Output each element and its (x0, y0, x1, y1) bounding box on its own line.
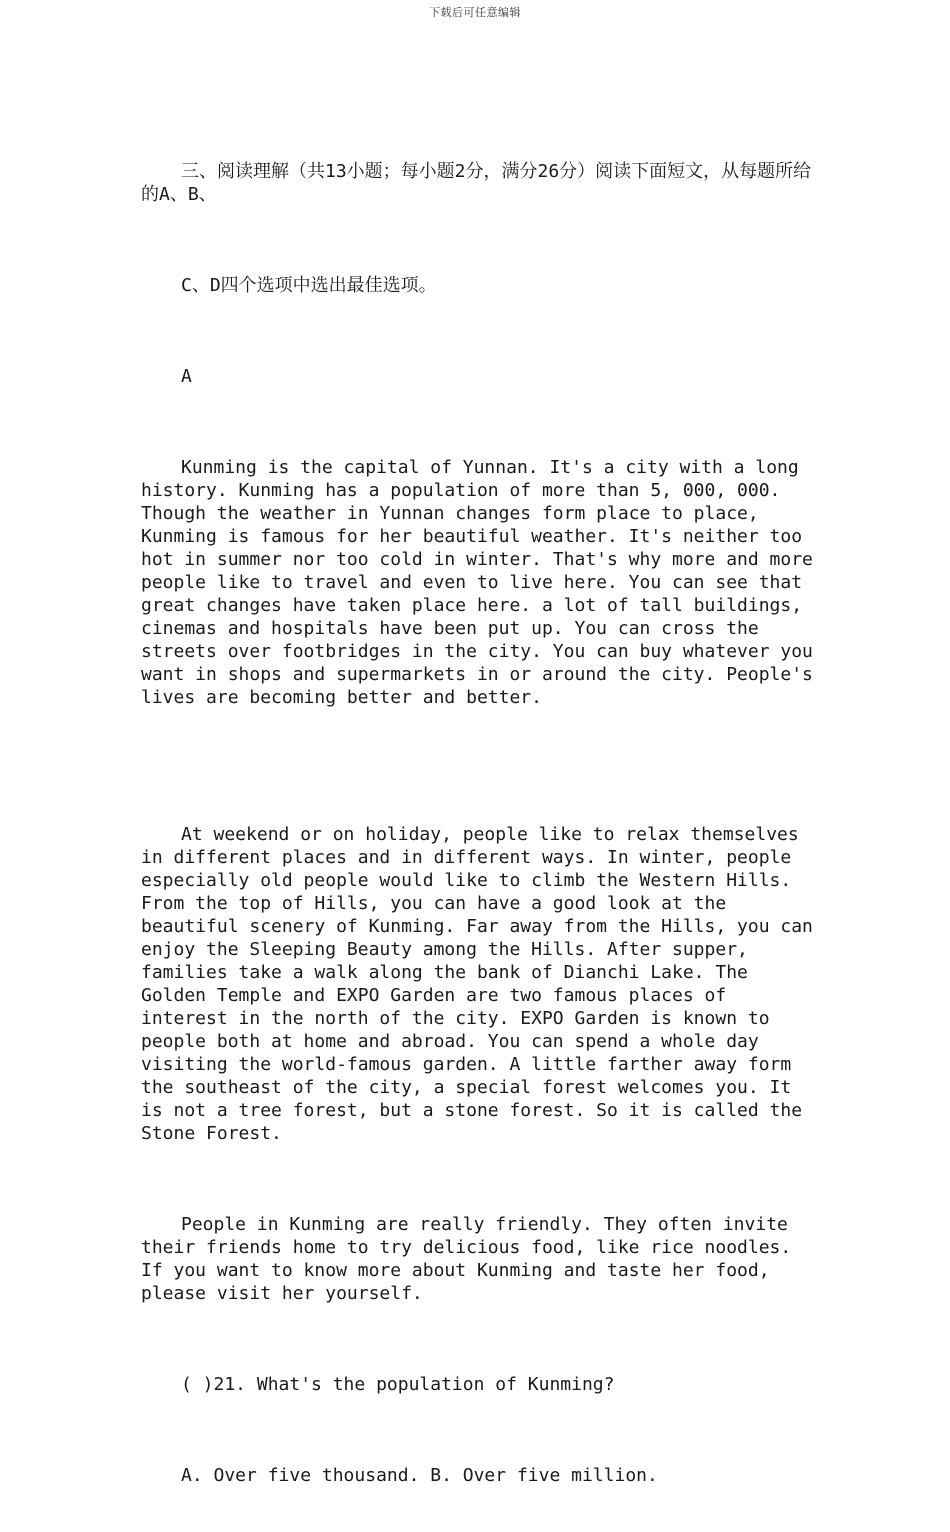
section-title-continued: C、D四个选项中选出最佳选项。 (181, 275, 437, 296)
question-21: ( )21. What's the population of Kunming? (181, 1374, 615, 1395)
document-body (141, 114, 824, 1532)
passage-label: A (181, 366, 192, 387)
paragraph-3: People in Kunming are really friendly. They often invite their friends home to try delicious food, like rice noodles. If you want to know more about Kunming and taste her food, please visit her yourself. (141, 1214, 803, 1304)
section-title: 三、阅读理解（共13小题；每小题2分，满分26分）阅读下面短文，从每题所给的A、B、 (141, 161, 812, 205)
paragraph-1: Kunming is the capital of Yunnan. It's a city with a long history. Kunming has a population of more than 5, 000, 000. Though the weather in Yunnan changes form place to place, Kunming is famous for her beautiful weather. It's neither too hot in summer nor too cold in winter. That's why more and more people like to travel and even to live here. You can see that great changes have taken place here. a lot of tall buildings, cinemas and hospitals have been put up. You can cross the streets over footbridges in the city. You can buy whatever you want in shops and supermarkets in or around the city. People's lives are becoming better and better. (141, 457, 824, 708)
page-header: 下载后可任意编辑 (429, 6, 521, 19)
paragraph-2: At weekend or on holiday, people like to relax themselves in different places and in different ways. In winter, people especially old people would like to climb the Western Hills. From the top of Hills, you can have a good look at the beautiful scenery of Kunming. Far away from the Hills, you can enjoy the Sleeping Beauty among the Hills. After supper, families take a walk along the bank of Dianchi Lake. The Golden Temple and EXPO Garden are two famous places of interest in the north of the city. EXPO Garden is known to people both at home and abroad. You can spend a whole day visiting the world-famous garden. A little farther away form the southeast of the city, a special forest welcomes you. It is not a tree forest, but a stone forest. So it is called the Stone Forest. (141, 824, 824, 1144)
question-21-options: A. Over five thousand. B. Over five million. (181, 1465, 658, 1486)
